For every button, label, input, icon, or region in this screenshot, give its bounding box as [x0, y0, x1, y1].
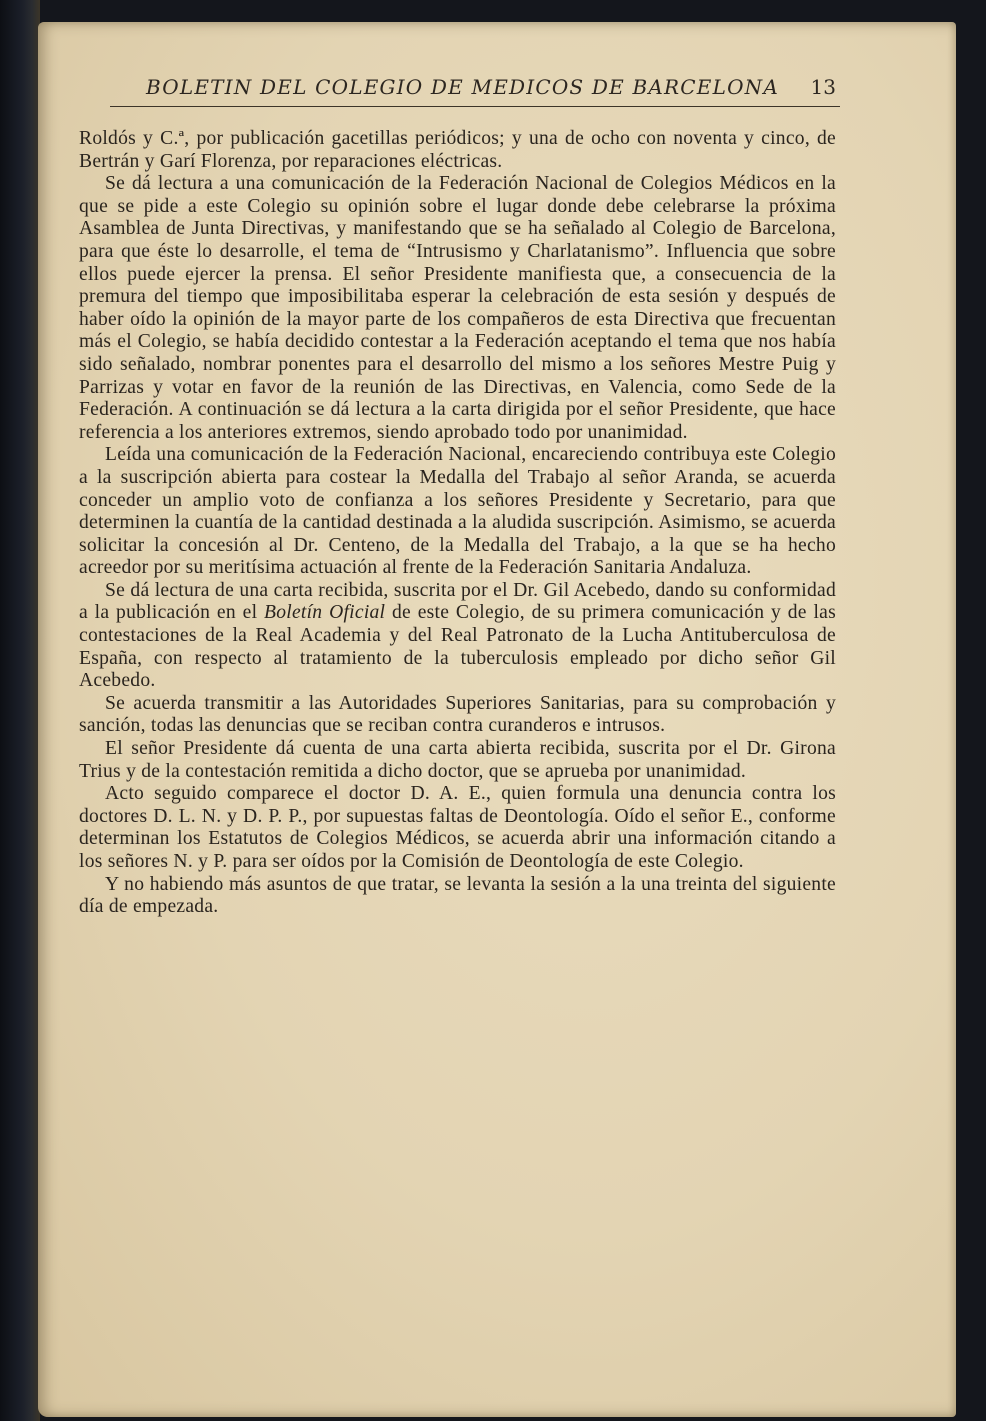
paragraph-7: Acto seguido comparece el doctor D. A. E., quien formula una denuncia contra los doctores D. L. N. y D. P. P., por supuestas faltas de Deontología. Oído el señor E., conforme determinan los Estatutos de Colegios Médicos, se acuerda abrir una información citando a los señores N. y P. para ser oídos por la Comisión de Deontología de este Colegio. [79, 783, 836, 872]
body-text [79, 128, 836, 919]
paragraph-5: Se acuerda transmitir a las Autoridades Superiores Sanitarias, para su comprobación y sanción, todas las denuncias que se reciban contra curanderos e intrusos. [79, 692, 836, 737]
running-header [110, 74, 840, 107]
boletin-oficial-italic: Boletín Oficial [264, 602, 386, 624]
paragraph-1: Roldós y C.ª, por publicación gacetillas periódicos; y una de ocho con noventa y cinco, de Bertrán y Garí Florenza, por reparaciones eléctricas. [79, 128, 836, 172]
page-number: 13 [810, 75, 836, 99]
paragraph-6: El señor Presidente dá cuenta de una carta abierta recibida, suscrita por el Dr. Girona Trius y de la contestación remitida a dicho doctor, que se aprueba por unanimidad. [79, 738, 836, 782]
paragraph-3: Leída una comunicación de la Federación Nacional, encareciendo contribuya este Colegio a la suscripción abierta para costear la Medalla del Trabajo al señor Aranda, se acuerda conceder un amplio voto de confianza a los señores Presidente y Secretario, para que determinen la cuantía de la cantidad destinada a la aludida suscripción. Asimismo, se acuerda solicitar la concesión al Dr. Centeno, de la Medalla del Trabajo, a la que se ha hecho acreedor por su meritísima actuación al frente de la Federación Sanitaria Andaluza. [79, 444, 836, 579]
paragraph-4 [79, 580, 836, 693]
paragraph-4-text-after: de este Colegio, de su primera comunicación y de las contestaciones de la Real Academia y del Real Patronato de la Lucha Antituberculosa de España, con respecto al tratamiento de la tuberculosis empleado por dicho señor Gil Acebedo. [79, 602, 836, 692]
paragraph-4-text-before: Se dá lectura de una carta recibida, suscrita por el Dr. Gil Acebedo, dando su conformidad a la publicación en el [79, 579, 836, 624]
journal-title: BOLETIN DEL COLEGIO DE MEDICOS DE BARCELONA [146, 75, 780, 99]
paragraph-2: Se dá lectura a una comunicación de la Federación Nacional de Colegios Médicos en la que se pide a este Colegio su opinión sobre el lugar donde debe celebrarse la próxima Asamblea de Junta Directivas, y manifestando que se ha señalado al Colegio de Barcelona, para que éste lo desarrolle, el tema de “Intrusismo y Charlatanismo”. Influencia que sobre ellos puede ejercer la prensa. El señor Presidente manifiesta que, a consecuencia de la premura del tiempo que imposibilitaba esperar la celebración de esta sesión y después de haber oído la opinión de la mayor parte de los compañeros de esta Directiva que frecuentan más el Colegio, se había decidido contestar a la Federación aceptando el tema que nos había sido señalado, nombrar ponentes para el desarrollo del mismo a los señores Mestre Puig y Parrizas y votar en favor de la reunión de las Directivas, en Valencia, como Sede de la Federación. A continuación se dá lectura a la carta dirigida por el señor Presidente, que hace referencia a los anteriores extremos, siendo aprobado todo por unanimidad. [79, 173, 836, 443]
paragraph-8: Y no habiendo más asuntos de que tratar, se levanta la sesión a la una treinta del siguiente día de empezada. [79, 873, 836, 918]
book-binding [0, 0, 40, 1421]
